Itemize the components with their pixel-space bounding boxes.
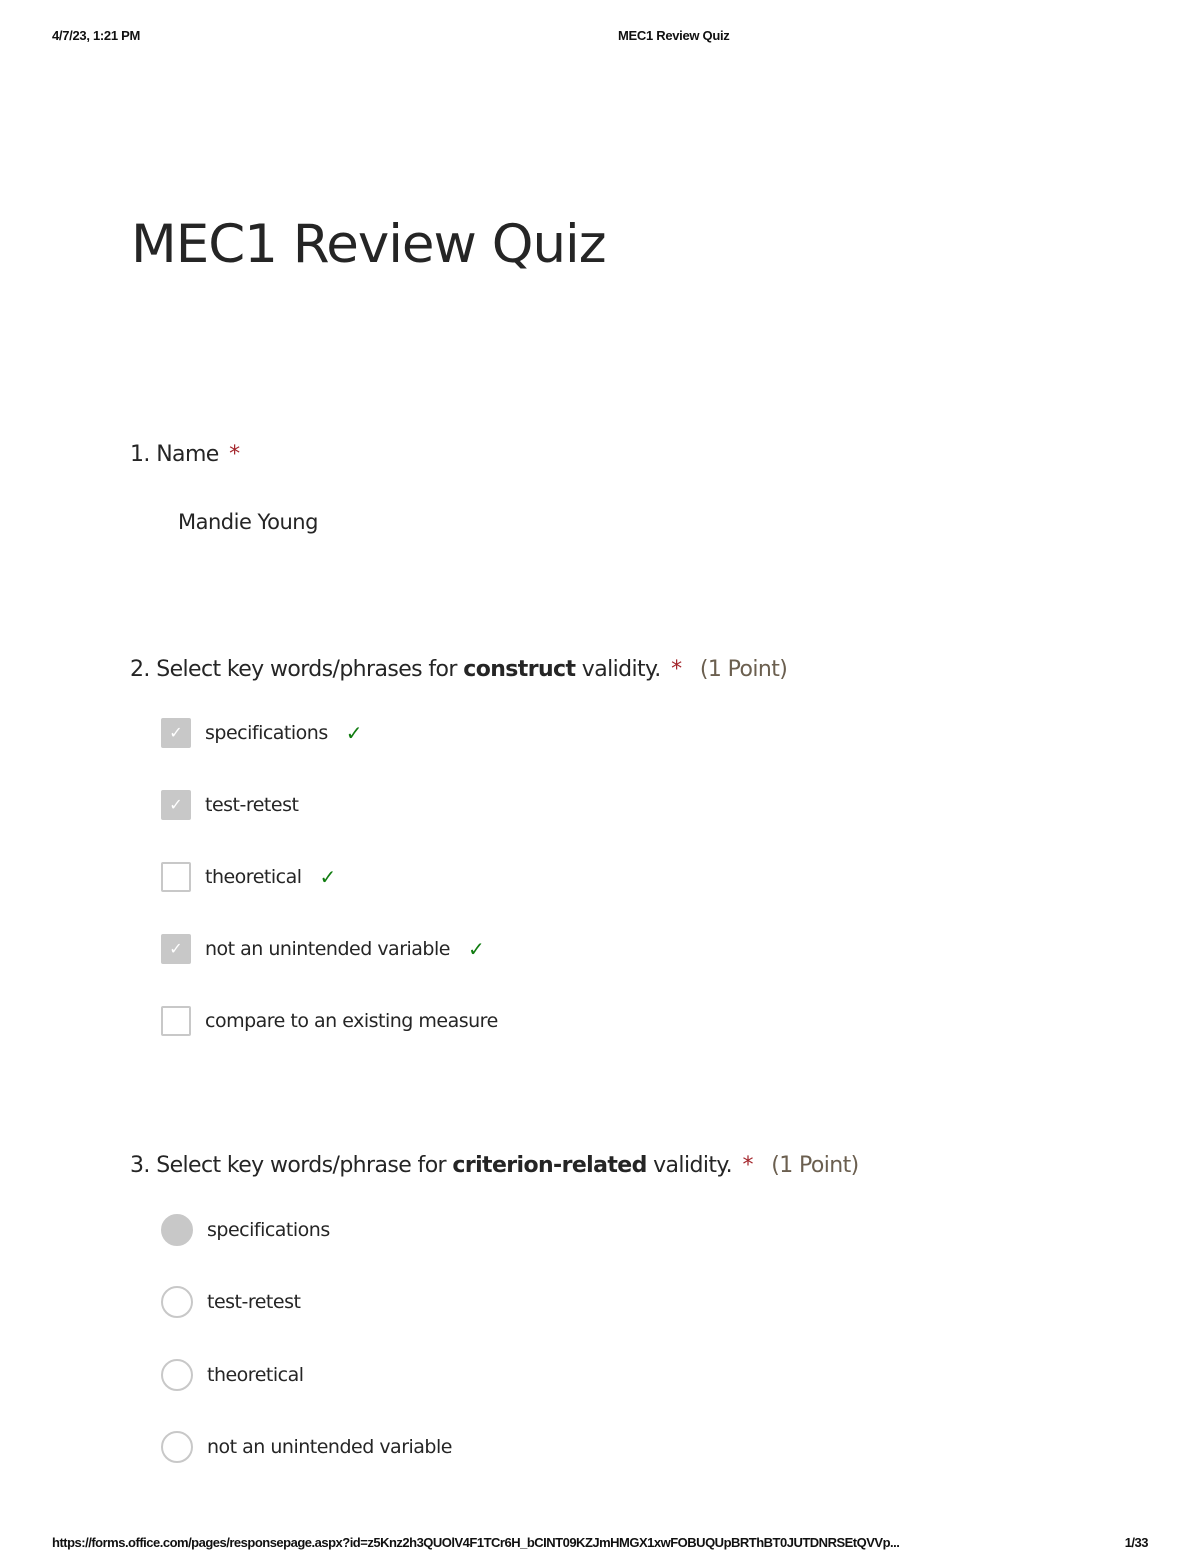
option-label: not an unintended variable (207, 1436, 452, 1458)
question-text: Select key words/phrases for (156, 657, 457, 682)
radio-unselected-icon[interactable] (161, 1286, 193, 1318)
print-date: 4/7/23, 1:21 PM (52, 28, 140, 43)
question-text: Name (156, 442, 219, 467)
q3-option-theoretical[interactable] (161, 1359, 304, 1391)
required-asterisk: * (229, 442, 240, 467)
option-label: theoretical (207, 1364, 304, 1386)
print-header (52, 28, 1148, 48)
quiz-title: MEC1 Review Quiz (131, 214, 606, 275)
radio-selected-icon[interactable] (161, 1214, 193, 1246)
option-label: test-retest (207, 1291, 301, 1313)
question-points: (1 Point) (771, 1153, 859, 1178)
question-1 (130, 442, 240, 467)
option-label: specifications (205, 722, 328, 744)
q2-option-specifications[interactable] (161, 717, 363, 749)
required-asterisk: * (742, 1153, 753, 1178)
question-number: 2. (130, 657, 150, 682)
radio-unselected-icon[interactable] (161, 1359, 193, 1391)
q2-option-test-retest[interactable] (161, 789, 298, 821)
q3-option-test-retest[interactable] (161, 1286, 300, 1318)
question-text-end: validity. (653, 1153, 733, 1178)
question-text: Select key words/phrase for (156, 1153, 446, 1178)
checkmark-icon: ✓ (467, 937, 485, 961)
question-3 (130, 1153, 859, 1178)
question-text-end: validity. (581, 657, 661, 682)
checkbox-checked-icon[interactable]: ✓ (161, 934, 191, 964)
question-2 (130, 657, 787, 682)
checkbox-checked-icon[interactable]: ✓ (161, 790, 191, 820)
question-keyword: construct (463, 657, 576, 682)
q2-option-not-unintended-variable[interactable] (161, 933, 485, 965)
question-points: (1 Point) (699, 657, 788, 682)
checkmark-icon: ✓ (319, 865, 337, 889)
radio-unselected-icon[interactable] (161, 1431, 193, 1463)
name-answer: Mandie Young (178, 510, 318, 534)
checkmark-icon: ✓ (345, 721, 363, 745)
q2-option-compare-existing-measure[interactable] (161, 1005, 498, 1037)
question-number: 3. (130, 1153, 150, 1178)
checkbox-unchecked-icon[interactable] (161, 862, 191, 892)
option-label: specifications (207, 1219, 330, 1241)
question-keyword: criterion-related (452, 1153, 647, 1178)
option-label: theoretical (205, 866, 302, 888)
page-number: 1/33 (1124, 1535, 1148, 1550)
print-footer (52, 1535, 1148, 1553)
q3-option-specifications[interactable] (161, 1214, 330, 1246)
question-number: 1. (130, 442, 150, 467)
print-doc-title: MEC1 Review Quiz (618, 28, 730, 43)
q2-option-theoretical[interactable] (161, 861, 336, 893)
option-label: compare to an existing measure (205, 1010, 498, 1032)
print-url: https://forms.office.com/pages/responsepage.aspx?id=z5Knz2h3QUOlV4F1TCr6H_bCINT09KZJmHMGX1xwFOBUQUpBRThBT0JUTDNRSEtQVVp... (52, 1535, 900, 1550)
option-label: test-retest (205, 794, 299, 816)
checkbox-checked-icon[interactable]: ✓ (161, 718, 191, 748)
checkbox-unchecked-icon[interactable] (161, 1006, 191, 1036)
q3-option-not-unintended-variable[interactable] (161, 1431, 452, 1463)
required-asterisk: * (671, 657, 682, 682)
option-label: not an unintended variable (205, 938, 450, 960)
